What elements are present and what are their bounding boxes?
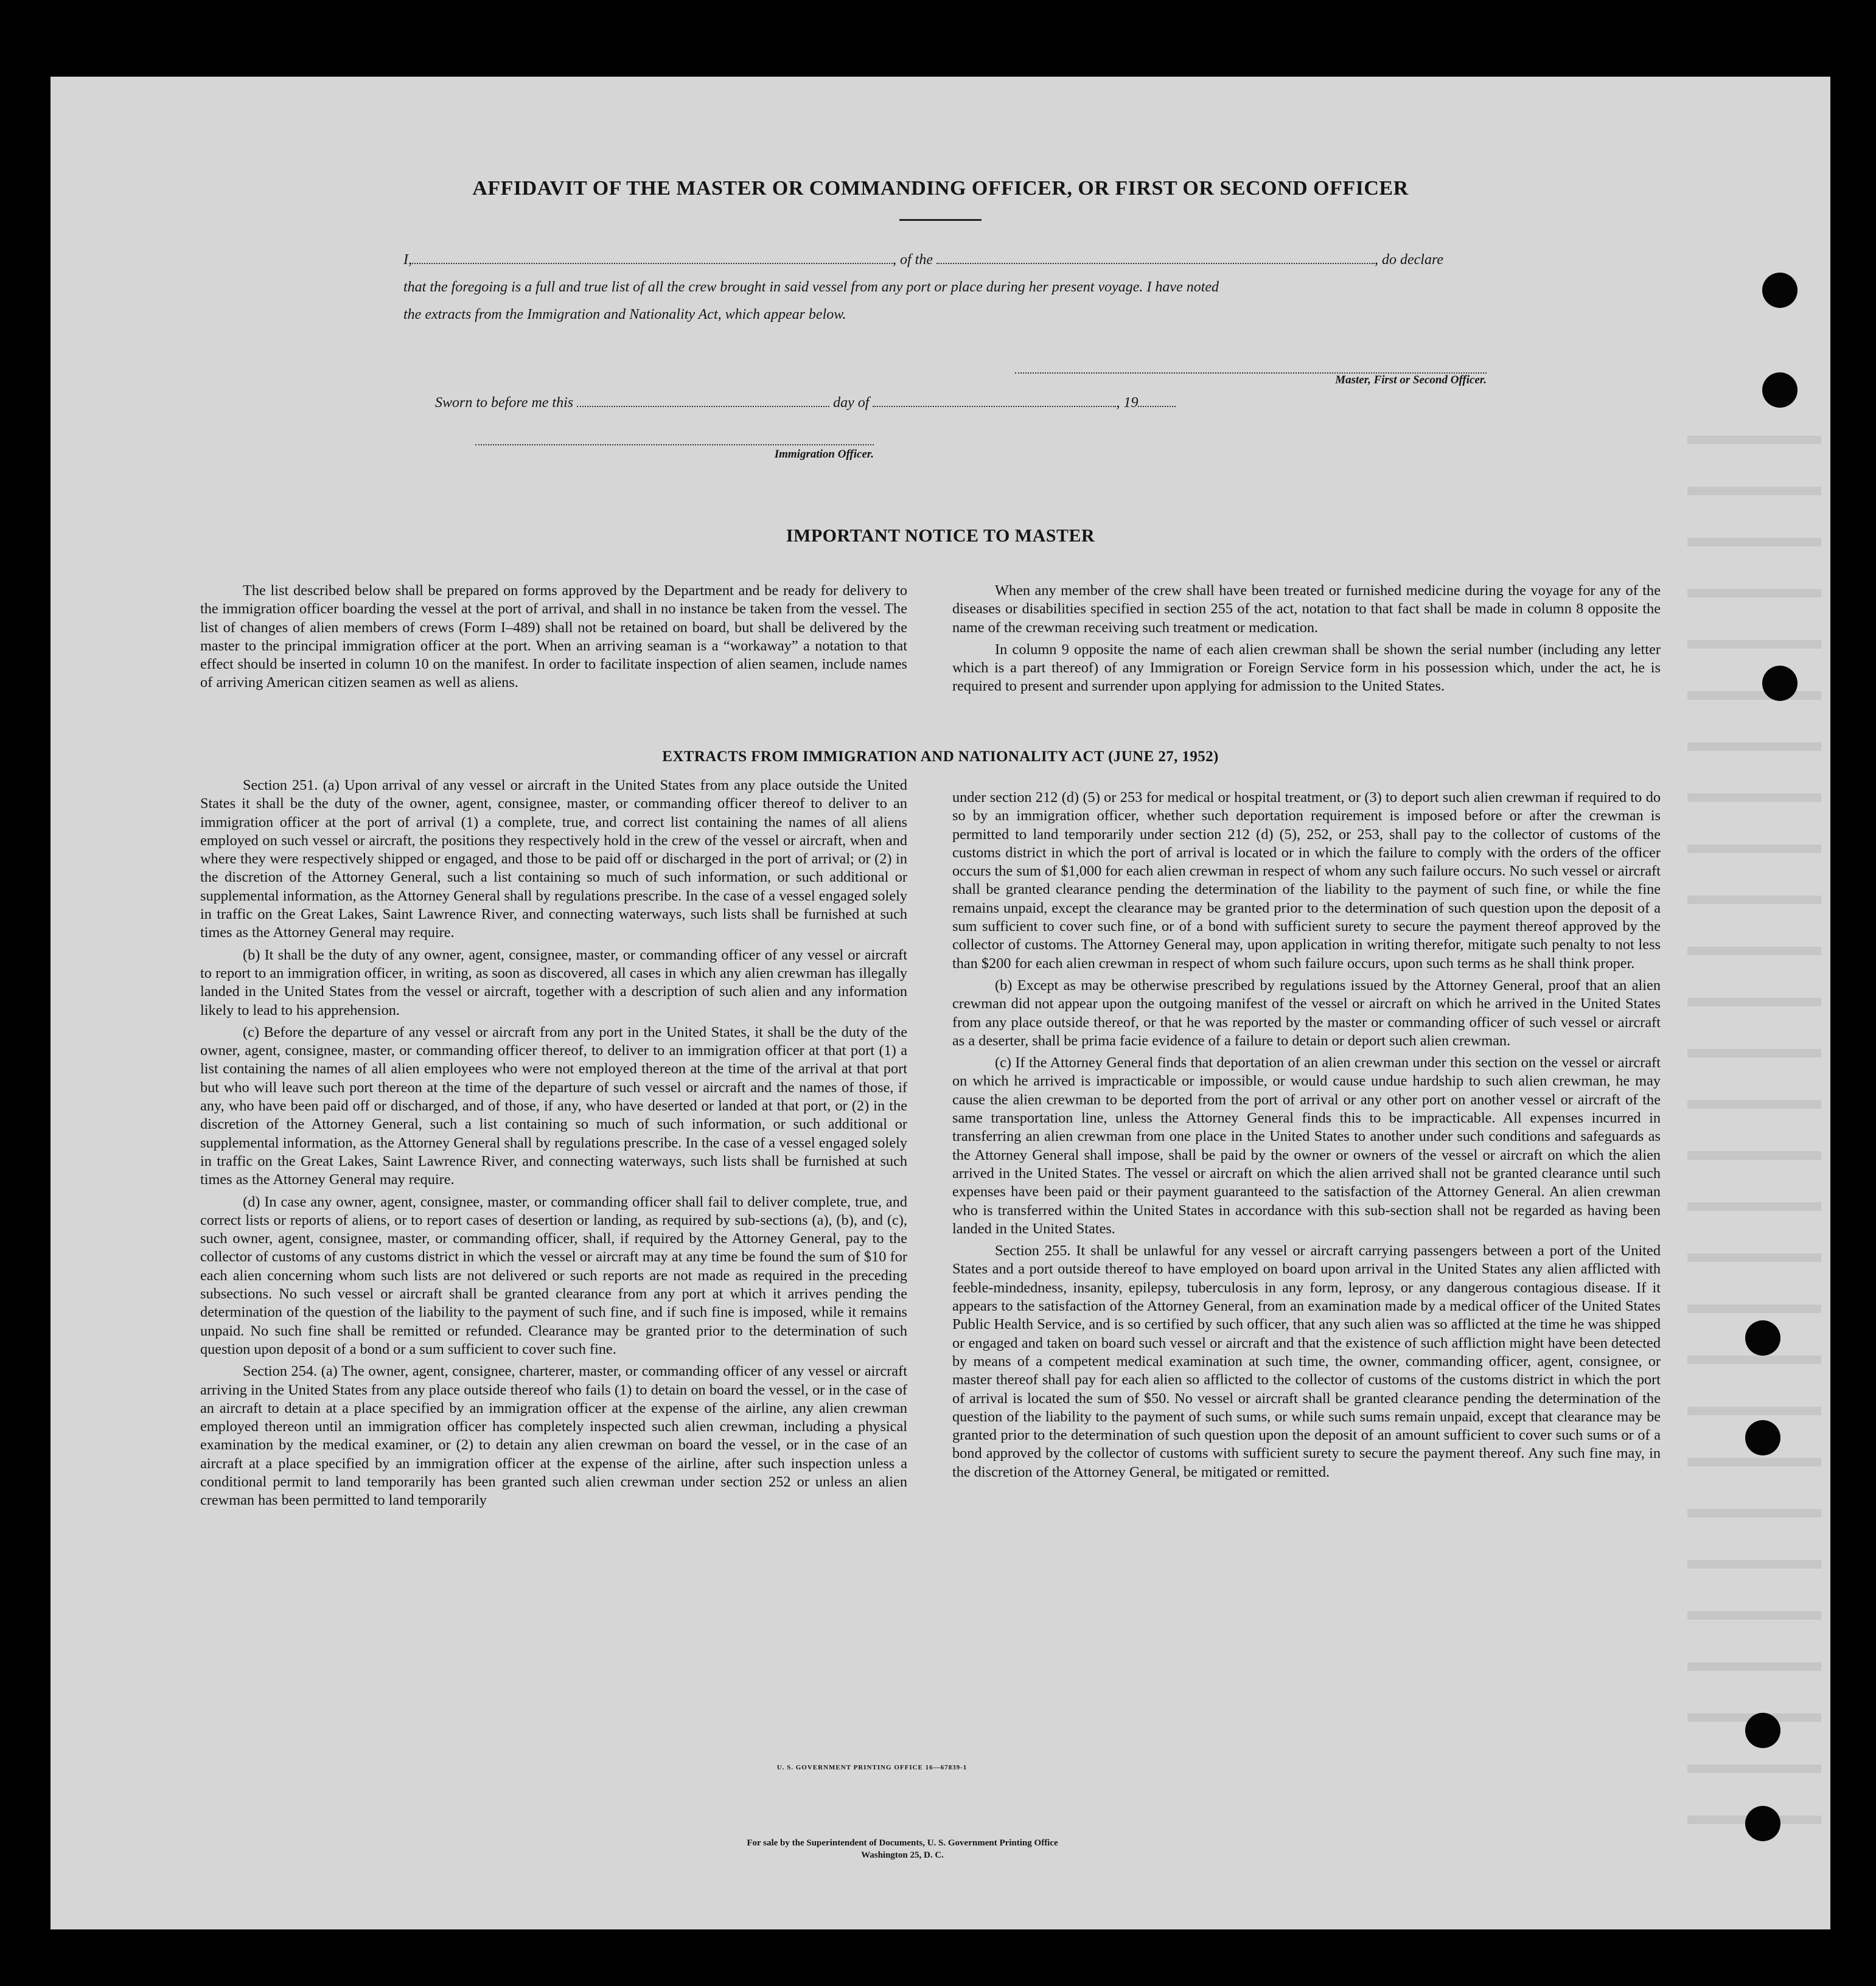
statement-line-2: the extracts from the Immigration and Nationality Act, which appear below.	[403, 307, 846, 322]
extracts-title: EXTRACTS FROM IMMIGRATION AND NATIONALITY ACT (JUNE 27, 1952)	[662, 748, 1219, 765]
declaration-line	[403, 250, 1572, 270]
section-251-a: Section 251. (a) Upon arrival of any vessel or aircraft in the United States from any place outside the United States it shall be the duty of the owner, agent, consignee, master, or commanding officer thereof to deliver to an immigration officer at the port of arrival (1) a complete, true, and correct list containing the names of all aliens employed on such vessel or aircraft, the positions they respectively hold in the crew of the vessel or aircraft, when and where they were respectively shipped or engaged, and those to be paid off or discharged in the port of arrival; or (2) in the discretion of the Attorney General, such a list containing so much of such information, or such additional or supplemental information, as the Attorney General shall by regulations prescribe. In the case of a vessel engaged solely in traffic on the Great Lakes, Saint Lawrence River, and connecting waterways, such lists shall be furnished at such times as the Attorney General may require.	[200, 777, 907, 941]
punch-hole	[1745, 1806, 1780, 1841]
sale-notice-line-1: For sale by the Superintendent of Documents, U. S. Government Printing Office	[747, 1838, 1058, 1848]
section-254-b: (b) Except as may be otherwise prescribed by regulations issued by the Attorney General, proof that an alien crewman did not appear upon the outgoing manifest of the vessel or aircraft on which he arrived in the United States from any place outside thereof, or that he was reported by the master or commanding officer of such vessel or aircraft as a deserter, shall be prima facie evidence of a failure to detain or deport such alien crewman.	[952, 977, 1661, 1049]
sale-notice	[598, 1837, 1207, 1861]
sworn-month-field[interactable]	[873, 394, 1116, 407]
section-254-a: Section 254. (a) The owner, agent, consignee, charterer, master, or commanding officer of any vessel or aircraft arriving in the United States from any place outside thereof who fails (1) to detain on board the vessel, or in the case of an aircraft to detain at a place specified by an immigration officer at the expense of the airline, any alien crewman employed thereon until an immigration officer has completely inspected such alien crewman, including a physical examination by the medical examiner, or (2) to detain any alien crewman on board the vessel, or in the case of an aircraft at a place specified by an immigration officer at the expense of the airline, after such inspection unless a conditional permit to land temporarily has been granted such alien crewman under section 252 or unless an alien crewman has been permitted to land temporarily	[200, 1363, 907, 1509]
extracts-left-column	[200, 776, 907, 1514]
notice-right-column	[952, 582, 1661, 700]
form-page	[51, 77, 1830, 1929]
section-251-c: (c) Before the departure of any vessel or aircraft from any port in the United States, it shall be the duty of the owner, agent, consignee, master, or commanding officer thereof, to deliver to an immigration officer at that port (1) a list containing the names of all alien employees who were not employed thereon at the time of the arrival at that port but who will leave such port thereon at the time of the departure of such vessel or aircraft and the names of those, if any, who have been paid off or discharged, and of those, if any, who have deserted or landed at that port, or (2) in the discretion of the Attorney General, such a list containing so much of such information, or such additional or supplemental information, as the Attorney General shall by regulations prescribe. In the case of a vessel engaged solely in traffic on the Great Lakes, Saint Lawrence River, and connecting waterways, such lists shall be furnished at such times as the Attorney General may require.	[200, 1023, 907, 1188]
name-field[interactable]	[412, 251, 893, 264]
affidavit-title: AFFIDAVIT OF THE MASTER OR COMMANDING OFFICER, OR FIRST OR SECOND OFFICER	[472, 177, 1409, 200]
notice-left-column	[200, 582, 907, 696]
sale-notice-line-2: Washington 25, D. C.	[861, 1850, 944, 1860]
title-rule	[899, 219, 982, 221]
sworn-line	[435, 393, 1176, 413]
punch-hole	[1745, 1320, 1780, 1356]
punch-hole	[1762, 666, 1798, 701]
section-255: Section 255. It shall be unlawful for any vessel or aircraft carrying passengers between a port of the United States and a port outside thereof to have employed on board upon arrival in the United States any alien afflicted with feeble-mindedness, insanity, epilepsy, tuberculosis in any form, leprosy, or any dangerous contagious disease. If it appears to the satisfaction of the Attorney General, from an examination made by a medical officer of the United States Public Health Service, and is so certified by such officer, that any such alien was so afflicted at the time he was shipped or engaged and taken on board such vessel or aircraft and that the existence of such affliction might have been detected by means of a competent medical examination at such time, the owner, commanding officer, agent, consignee, or master thereof shall pay for each alien so afflicted to the collector of customs of the customs district in which the port of arrival is located the sum of $50. No vessel or aircraft shall be granted clearance pending the determination of the question of the liability to the payment of such sums, or while such sums remain unpaid, except that clearance may be granted prior to the determination of such question upon the deposit of an amount sufficient to cover such sums or of a bond approved by the collector of customs with sufficient surety to secure the payment thereof. Any such fine may, in the discretion of the Attorney General, be mitigated or remitted.	[952, 1242, 1661, 1480]
bleed-through-text	[1687, 393, 1821, 1853]
notice-title: IMPORTANT NOTICE TO MASTER	[786, 526, 1095, 546]
notice-right-paragraph-1: When any member of the crew shall have been treated or furnished medicine during the voyage for any of the diseases or disabilities specified in section 255 of the act, notation to that fact shall be made in column 8 opposite the name of the crewman receiving such treatment or medication.	[952, 582, 1661, 636]
sworn-year-field[interactable]	[1138, 394, 1176, 407]
section-251-d: (d) In case any owner, agent, consignee, master, or commanding officer shall fail to deliver complete, true, and correct lists or reports of aliens, or to report cases of desertion or landing, as required by sub-sections (a), (b), and (c), such owner, agent, consignee, master, or commanding officer, shall, if required by the Attorney General, pay to the collector of customs of any customs district in which the vessel or aircraft may at any time be found the sum of $10 for each alien concerning whom such lists are not delivered or such reports are not made as required in the preceding subsections. No such vessel or aircraft shall be granted clearance from any port at which it arrives pending the determination of the question of the liability to the payment of such fine, and if such fine is imposed, while it remains unpaid. No such fine shall be remitted or refunded. Clearance may be granted prior to the determination of such question upon deposit of a bond or a sum sufficient to cover such fine.	[200, 1193, 907, 1357]
do-declare-label: , do declare	[1375, 252, 1444, 268]
punch-hole	[1745, 1713, 1780, 1748]
master-signature-label: Master, First or Second Officer.	[1335, 374, 1487, 386]
of-the-label: , of the	[893, 252, 933, 268]
section-251-b: (b) It shall be the duty of any owner, agent, consignee, master, or commanding officer of any vessel or aircraft to report to an immigration officer, in writing, as soon as discovered, all cases in which any alien crewman has illegally landed in the United States from the vessel or aircraft, together with a description of such alien and any information likely to lead to his apprehension.	[200, 946, 907, 1019]
statement-line-1: that the foregoing is a full and true list of all the crew brought in said vessel from any port or place during her present voyage. I have noted	[403, 279, 1219, 295]
notice-right-paragraph-2: In column 9 opposite the name of each alien crewman shall be shown the serial number (including any letter which is a part thereof) of any Immigration or Foreign Service form in his possession which, under the act, he is required to present and surrender upon applying for admission to the United States.	[952, 641, 1661, 695]
section-254-a-continued: under section 212 (d) (5) or 253 for medical or hospital treatment, or (3) to deport such alien crewman if required to do so by an immigration officer, whether such deportation requirement is imposed before or after the crewman is permitted to land temporarily under section 212 (d) (5), 252, or 253, shall pay to the collector of customs of the customs district in which the port of arrival is located or in which the failure to comply with the orders of the officer occurs the sum of $1,000 for each alien crewman in respect of whom any such failure occurs. No such vessel or aircraft shall be granted clearance pending the determination of the liability to the payment of such fine, or while the fine remains unpaid, except the clearance may be granted prior to the determination of such question upon the deposit of a sum sufficient to cover such fine, or of a bond with sufficient surety to secure the payment thereof approved by the collector of customs. The Attorney General may, upon application in writing therefor, mitigate such penalty to not less than $200 for each alien crewman in respect of whom such failure occurs, upon such terms as he shall think proper.	[952, 789, 1661, 972]
punch-hole	[1745, 1420, 1780, 1455]
day-of-label: day of	[833, 395, 870, 411]
sworn-day-field[interactable]	[577, 394, 829, 407]
officer-signature-line[interactable]	[475, 444, 874, 445]
sworn-label: Sworn to before me this	[435, 395, 574, 411]
i-label: I,	[403, 252, 412, 268]
year-label: , 19	[1116, 395, 1139, 411]
printer-line: U. S. GOVERNMENT PRINTING OFFICE 16—67839-1	[776, 1764, 968, 1771]
extracts-right-column	[952, 789, 1661, 1485]
vessel-field[interactable]	[936, 251, 1375, 264]
section-254-c: (c) If the Attorney General finds that deportation of an alien crewman under this section on the vessel or aircraft on which he arrived is impracticable or impossible, or would cause undue hardship to such alien crewman, he may cause the alien crewman to be deported from the port of arrival or any other port on another vessel or aircraft of the same transportation line, unless the Attorney General finds this to be impracticable. All expenses incurred in transferring an alien crewman from one place in the United States to another under such conditions and safeguards as the Attorney General shall impose, shall be paid by the owner or owners of the vessel or aircraft on which the alien arrived in the United States. The vessel or aircraft on which the alien arrived shall not be granted clearance until such expenses have been paid or their payment guaranteed to the satisfaction of the Attorney General. An alien crewman who is transferred within the United States in accordance with this sub-section shall not be regarded as having been landed in the United States.	[952, 1054, 1661, 1237]
notice-left-paragraph: The list described below shall be prepared on forms approved by the Department and be ready for delivery to the immigration officer boarding the vessel at the port of arrival, and shall in no instance be taken from the vessel. The list of changes of alien members of crews (Form I–489) shall not be retained on board, but shall be delivered by the master to the principal immigration officer at the port. When an arriving seaman is a “workaway” a notation to that effect should be inserted in column 10 on the manifest. In order to facilitate inspection of alien seamen, include names of arriving American citizen seamen as well as aliens.	[200, 582, 907, 691]
officer-signature-label: Immigration Officer.	[774, 448, 874, 461]
punch-hole	[1762, 372, 1798, 408]
punch-hole	[1762, 273, 1798, 308]
